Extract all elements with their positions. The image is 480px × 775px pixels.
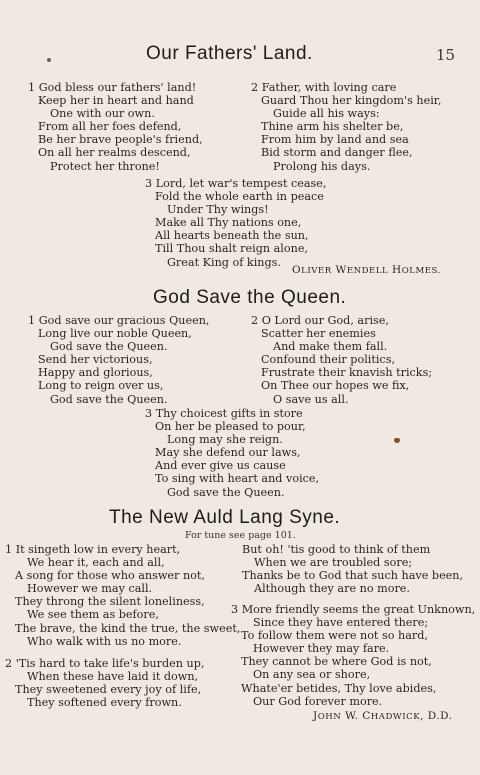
verse-line: However they may fare. xyxy=(253,642,390,656)
heart-ornament xyxy=(394,438,400,443)
verse-line: Whate'er betides, Thy love abides, xyxy=(241,681,437,695)
verse-line: Thanks be to God that such have been, xyxy=(242,569,464,583)
verse-line: And ever give us cause xyxy=(155,459,286,473)
verse-line: Bid storm and danger flee, xyxy=(261,146,413,160)
verse-line: Till Thou shalt reign alone, xyxy=(155,242,308,256)
verse-line: 1 It singeth low in every heart, xyxy=(5,543,181,556)
verse-line: Great King of kings. xyxy=(167,255,281,269)
verse-line: 3 More friendly seems the great Unknown, xyxy=(231,603,476,616)
verse-line: Long live our noble Queen, xyxy=(38,327,192,341)
verse-line: Long to reign over us, xyxy=(38,379,164,393)
verse-line: 2 Father, with loving care xyxy=(251,81,397,94)
page-number: 15 xyxy=(436,46,456,64)
verse-line: They cannot be where God is not, xyxy=(241,655,432,669)
verse-line: They sweetened every joy of life, xyxy=(15,683,202,697)
verse-line: God save the Queen. xyxy=(50,340,168,354)
verse-line: From all her foes defend, xyxy=(38,120,182,134)
stanza xyxy=(251,81,441,173)
song-title: The New Auld Lang Syne. xyxy=(109,507,341,528)
stanza-number: 1 xyxy=(28,81,36,94)
verse-line: And make them fall. xyxy=(273,340,388,354)
verse-line: On any sea or shore, xyxy=(253,668,371,682)
verse-line: We hear it, each and all, xyxy=(27,556,165,570)
stanza-number: 1 xyxy=(5,543,13,556)
verse-line: Protect her throne! xyxy=(50,159,160,173)
stanza xyxy=(28,314,209,406)
verse-line: O save us all. xyxy=(273,392,349,406)
ornament-dot xyxy=(47,58,51,62)
verse-line: 1 God bless our fathers' land! xyxy=(28,81,197,94)
verse-line: Our God forever more. xyxy=(253,694,383,708)
verse-line: Fold the whole earth in peace xyxy=(155,190,324,204)
author-attribution: JOHN W. CHADWICK, D.D. xyxy=(313,710,453,722)
author-attribution: OLIVER WENDELL HOLMES. xyxy=(292,264,441,276)
verse-line: A song for those who answer not, xyxy=(15,569,205,583)
stanza xyxy=(251,314,432,406)
verse-line: Guide all his ways: xyxy=(273,107,380,121)
verse-line: Guard Thou her kingdom's heir, xyxy=(261,94,442,108)
song-title: Our Fathers' Land. xyxy=(146,43,313,64)
verse-line: Frustrate their knavish tricks; xyxy=(261,366,433,380)
stanza xyxy=(28,81,203,173)
verse-line: May she defend our laws, xyxy=(155,446,301,460)
verse-line: Keep her in heart and hand xyxy=(38,94,194,108)
stanza-number: 3 xyxy=(231,603,239,616)
verse-line: But oh! 'tis good to think of them xyxy=(242,543,431,556)
stanza xyxy=(5,657,204,709)
verse-line: God save the Queen. xyxy=(167,485,285,499)
stanza-number: 1 xyxy=(28,314,36,327)
stanza-number: 2 xyxy=(5,657,13,670)
verse-line: 2 'Tis hard to take life's burden up, xyxy=(5,657,205,670)
verse-line: They softened every frown. xyxy=(27,696,182,710)
verse-line: Make all Thy nations one, xyxy=(155,216,302,230)
verse-line: They throng the silent loneliness, xyxy=(15,595,205,609)
stanza-number: 2 xyxy=(251,81,259,94)
verse-line: We see them as before, xyxy=(27,608,159,622)
verse-line: Thine arm his shelter be, xyxy=(261,120,404,134)
stanza xyxy=(145,177,326,269)
verse-line: 2 O Lord our God, arise, xyxy=(251,314,389,327)
stanza-number: 3 xyxy=(145,407,153,420)
verse-line: 3 Thy choicest gifts in store xyxy=(145,407,303,420)
song-title: God Save the Queen. xyxy=(153,287,347,308)
verse-line: Be her brave people's friend, xyxy=(38,133,203,147)
verse-line: Happy and glorious, xyxy=(38,366,153,380)
verse-line: When these have laid it down, xyxy=(27,670,199,684)
verse-line: One with our own. xyxy=(50,107,155,121)
verse-line: Send her victorious, xyxy=(38,353,153,367)
verse-line: Who walk with us no more. xyxy=(27,634,182,648)
verse-line: To sing with heart and voice, xyxy=(155,472,320,486)
verse-line: Confound their politics, xyxy=(261,353,395,367)
stanza-number: 2 xyxy=(251,314,259,327)
verse-line: Prolong his days. xyxy=(273,159,371,173)
verse-line: All hearts beneath the sun, xyxy=(155,229,309,243)
verse-line: Although they are no more. xyxy=(254,582,410,596)
tune-reference: For tune see page 101. xyxy=(185,530,296,541)
stanza xyxy=(5,543,240,648)
verse-line: However we may call. xyxy=(27,582,153,596)
stanza xyxy=(231,603,475,708)
verse-line: When we are troubled sore; xyxy=(254,556,413,570)
verse-line: On all her realms descend, xyxy=(38,146,191,160)
verse-line: To follow them were not so hard, xyxy=(241,629,428,643)
stanza-number: 3 xyxy=(145,177,153,190)
verse-line: 1 God save our gracious Queen, xyxy=(28,314,210,327)
verse-line: On her be pleased to pour, xyxy=(155,420,306,434)
stanza xyxy=(145,407,319,499)
verse-line: Under Thy wings! xyxy=(167,203,269,217)
stanza xyxy=(242,543,463,595)
verse-line: 3 Lord, let war's tempest cease, xyxy=(145,177,327,190)
verse-line: Since they have entered there; xyxy=(253,616,429,630)
verse-line: Long may she reign. xyxy=(167,433,283,447)
verse-line: On Thee our hopes we fix, xyxy=(261,379,410,393)
verse-line: The brave, the kind the true, the sweet, xyxy=(15,621,241,635)
verse-line: Scatter her enemies xyxy=(261,327,376,341)
verse-line: From him by land and sea xyxy=(261,133,409,147)
verse-line: God save the Queen. xyxy=(50,392,168,406)
